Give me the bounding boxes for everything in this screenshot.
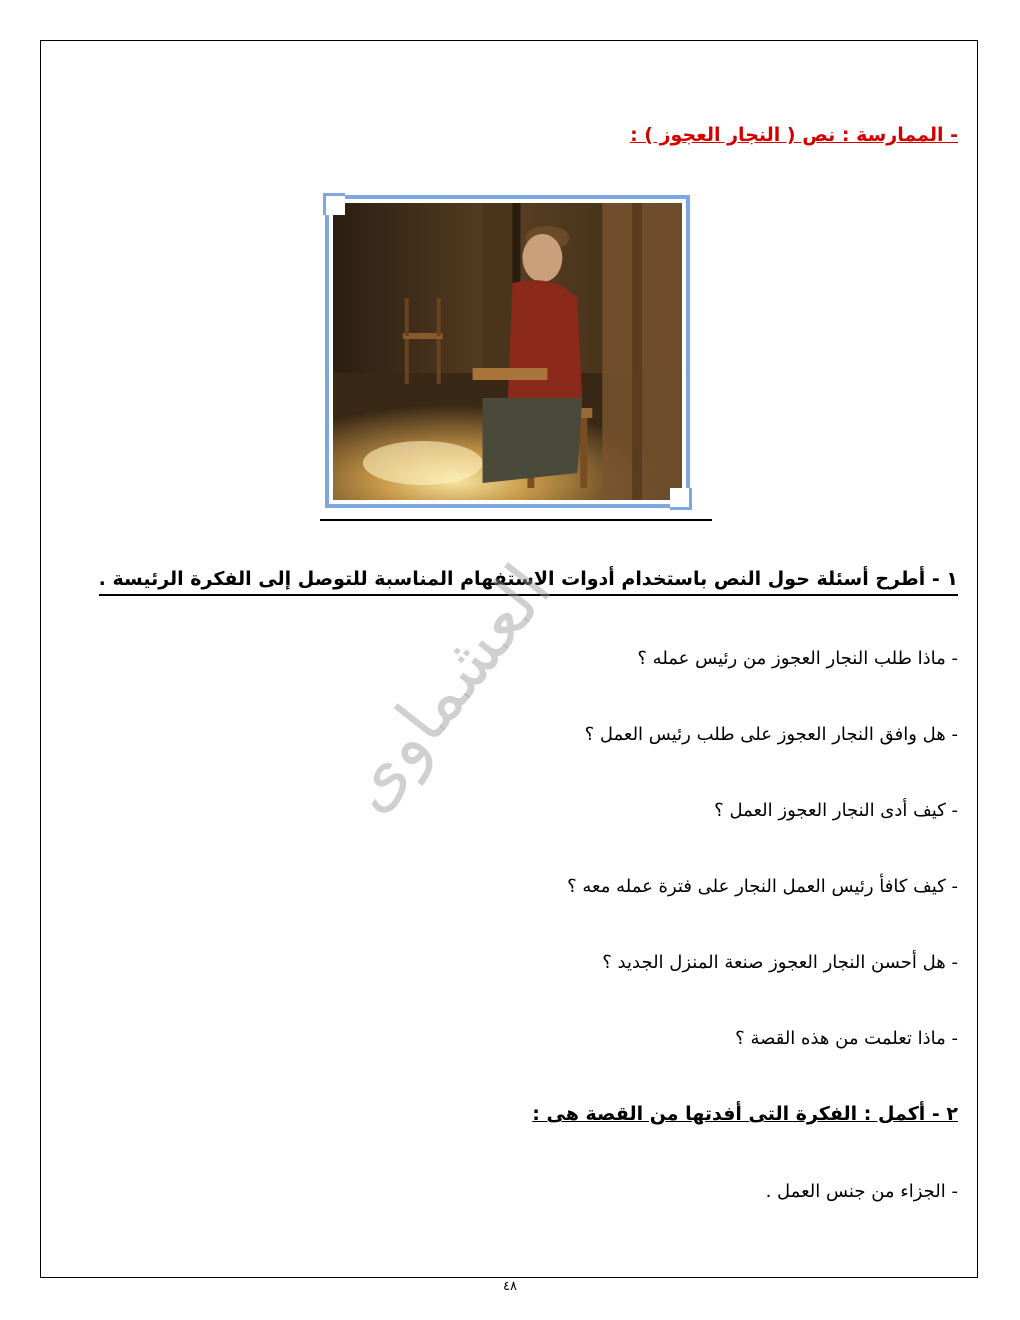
frame-corner-ornament bbox=[323, 193, 345, 215]
question-item: - هل وافق النجار العجوز على طلب رئيس العمل ؟ bbox=[584, 724, 958, 745]
carpenter-illustration bbox=[333, 203, 682, 500]
question1-heading-text: ١ - أطرح أسئلة حول النص باستخدام أدوات الاستفهام المناسبة للتوصل إلى الفكرة الرئيسة . bbox=[99, 568, 958, 596]
watermark: العشماوى bbox=[325, 549, 568, 827]
question-item: - ماذا تعلمت من هذه القصة ؟ bbox=[735, 1028, 958, 1049]
divider-line bbox=[320, 519, 712, 521]
question-item: - هل أحسن النجار العجوز صنعة المنزل الجديد ؟ bbox=[602, 952, 958, 973]
question-item: - ماذا طلب النجار العجوز من رئيس عمله ؟ bbox=[637, 648, 958, 669]
carpenter-photo bbox=[325, 195, 690, 508]
question-item: - كيف أدى النجار العجوز العمل ؟ bbox=[714, 800, 958, 821]
frame-corner-ornament bbox=[670, 488, 692, 510]
page-number: ٤٨ bbox=[503, 1279, 517, 1294]
question-item: - كيف كافأ رئيس العمل النجار على فترة عمله معه ؟ bbox=[567, 876, 958, 897]
section-title: - الممارسة : نص ( النجار العجوز ) : bbox=[630, 124, 958, 146]
answer-text: - الجزاء من جنس العمل . bbox=[765, 1181, 958, 1202]
question2-heading: ٢ - أكمل : الفكرة التى أفدتها من القصة هى : bbox=[532, 1103, 958, 1125]
